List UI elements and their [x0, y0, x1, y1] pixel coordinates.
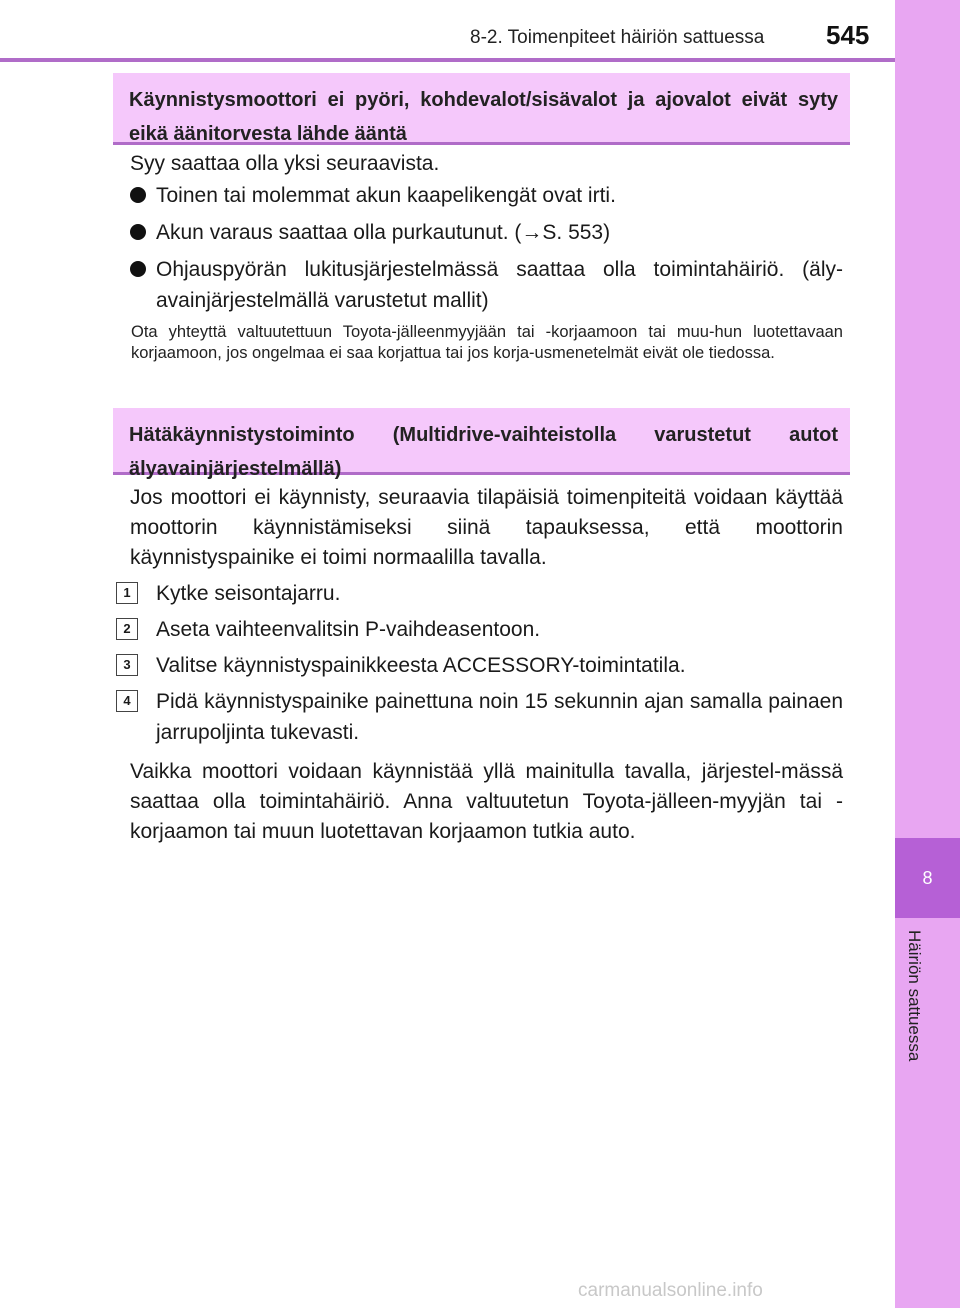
- bullet-icon: [130, 224, 146, 240]
- step-text: Pidä käynnistyspainike painettuna noin 15 sekunnin ajan samalla painaen jarrupoljinta tukevasti.: [156, 690, 843, 744]
- side-tab-top: [895, 0, 960, 838]
- step-number-badge: 4: [116, 690, 138, 712]
- section2-heading: Hätäkäynnistystoiminto (Multidrive-vaihteistolla varustetut autot älyavainjärjestelmällä): [113, 408, 850, 475]
- section1-heading: Käynnistysmoottori ei pyöri, kohdevalot/sisävalot ja ajovalot eivät syty eikä äänitorvesta lähde ääntä: [113, 73, 850, 145]
- bullet-text: Ohjauspyörän lukitusjärjestelmässä saattaa olla toimintahäiriö. (äly-avainjärjestelmällä varustetut mallit): [156, 258, 843, 312]
- bullet-icon: [130, 261, 146, 277]
- bullet-item: [130, 254, 843, 316]
- step-text: Kytke seisontajarru.: [156, 582, 341, 605]
- section2-intro: Jos moottori ei käynnisty, seuraavia tilapäisiä toimenpiteitä voidaan käyttää moottorin käynnistämiseksi siinä tapauksessa, että moottorin käynnistyspainike ei toimi normaalilla tavalla.: [130, 486, 843, 569]
- step-item: [116, 686, 843, 748]
- step-item: [116, 614, 843, 645]
- bullet-text: Toinen tai molemmat akun kaapelikengät ovat irti.: [156, 184, 616, 207]
- step-text: Valitse käynnistyspainikkeesta ACCESSORY-toimintatila.: [156, 654, 686, 677]
- bullet-icon: [130, 187, 146, 203]
- header-section-title: 8-2. Toimenpiteet häiriön sattuessa: [470, 27, 765, 48]
- section2-closing: Vaikka moottori voidaan käynnistää yllä mainitulla tavalla, järjestel-mässä saattaa olla toimintahäiriö. Anna valtuutetun Toyota-jälleen-myyjän tai -korjaamon tai muun luotettavan korjaamon tutkia auto.: [130, 760, 843, 843]
- step-number-badge: 2: [116, 618, 138, 640]
- chapter-number-tab[interactable]: 8: [895, 838, 960, 918]
- footer-watermark[interactable]: carmanualsonline.info: [578, 1280, 763, 1301]
- section1-note: Ota yhteyttä valtuutettuun Toyota-jälleenmyyjään tai -korjaamoon tai muu-hun luotettavaan korjaamoon, jos ongelmaa ei saa korjattua tai jos korja-usmenetelmät eivät ole tiedossa.: [131, 323, 843, 362]
- page-number: 545: [826, 20, 870, 50]
- section1-intro: Syy saattaa olla yksi seuraavista.: [130, 152, 440, 175]
- step-item: [116, 578, 843, 609]
- step-text: Aseta vaihteenvalitsin P-vaihdeasentoon.: [156, 618, 541, 641]
- step-item: [116, 650, 843, 681]
- step-number-badge: 3: [116, 654, 138, 676]
- bullet-text: Akun varaus saattaa olla purkautunut. (→S. 553): [156, 221, 611, 244]
- bullet-item: [130, 180, 843, 211]
- step-number-badge: 1: [116, 582, 138, 604]
- header-rule: [0, 58, 895, 62]
- bullet-item: [130, 217, 843, 248]
- chapter-label: Häiriön sattuessa: [905, 930, 924, 1062]
